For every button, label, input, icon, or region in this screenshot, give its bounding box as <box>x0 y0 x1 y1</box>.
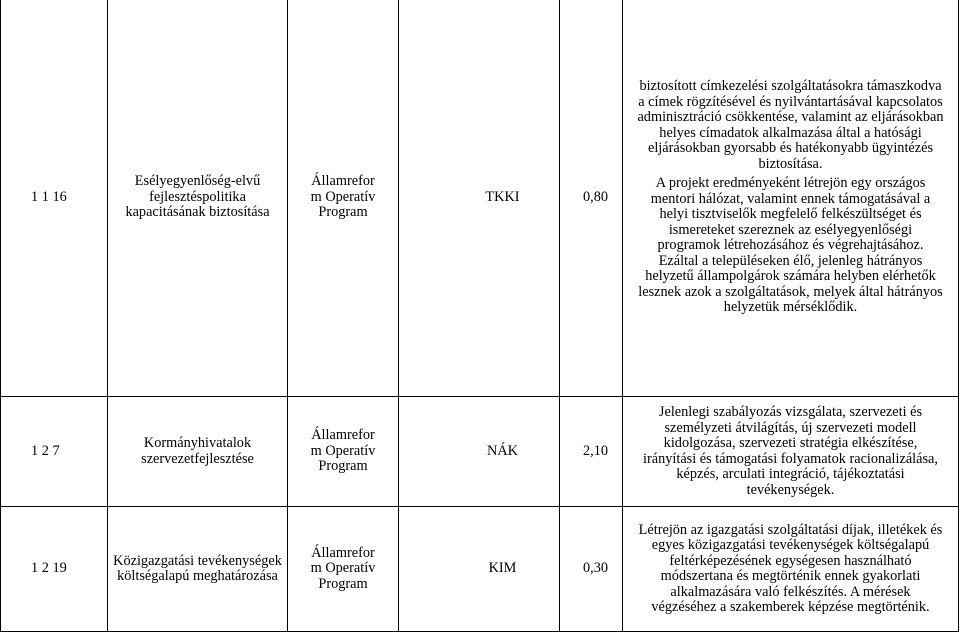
program-line: Államrefor <box>311 427 375 444</box>
description-continued: biztosított címkezelési szolgáltatásokra támaszkodva a címek rögzítésével és nyilvántartásával kapcsolatos adminisztráció csökkentése, valamint az eljárásokban helyes címadatok alkalmazása által a hatósági eljárásokban gyorsabb és hatékonyabb ügyintézés biztosítása. <box>637 78 944 172</box>
project-id: 1 1 16 <box>1 0 108 397</box>
project-id: 1 2 7 <box>1 397 108 507</box>
amount: 0,80 <box>560 0 623 397</box>
description-text: Jelenlegi szabályozás vizsgálata, szervezeti és személyzeti átvilágítás, új szervezeti modell kidolgozása, szervezeti stratégia elkészítése, irányítási és támogatási folyamatok racionalizálása, képzés, arculati integráció, tájékoztatási tevékenységek. <box>643 404 938 498</box>
project-name: Közigazgatási tevékenységek költségalapú meghatározása <box>108 507 288 632</box>
organization: KIM <box>399 507 560 632</box>
amount: 0,30 <box>560 507 623 632</box>
program-line: Program <box>318 458 368 475</box>
description-text: Létrejön az igazgatási szolgáltatási díjak, illetékek és egyes közigazgatási tevékenységek költségalapú feltérképezésének egységesen használható módszertana és megtörténik ennek gyakorlati alkalmazására való felkészítés. A mérések végzéséhez a szakemberek képzése megtörténik. <box>638 521 943 615</box>
project-name: Esélyegyenlőség-elvű fejlesztéspolitika kapacitásának biztosítása <box>108 0 288 397</box>
program-line: m Operatív <box>310 442 376 459</box>
description <box>623 397 959 507</box>
program-name <box>288 397 399 507</box>
amount: 2,10 <box>560 397 623 507</box>
description <box>623 0 959 397</box>
table-row <box>1 397 959 507</box>
program-line: Államrefor <box>311 544 375 561</box>
description <box>623 507 959 632</box>
table-row <box>1 0 959 397</box>
program-name <box>288 0 399 397</box>
project-id: 1 2 19 <box>1 507 108 632</box>
project-name: Kormányhivatalok szervezetfejlesztése <box>108 397 288 507</box>
program-line: m Operatív <box>310 188 376 205</box>
program-line: Program <box>318 204 368 221</box>
program-line: Program <box>318 575 368 592</box>
program-name <box>288 507 399 632</box>
program-line: m Operatív <box>310 560 376 577</box>
table-row <box>1 507 959 632</box>
program-line: Államrefor <box>311 173 375 190</box>
organization: TKKI <box>399 0 560 397</box>
organization: NÁK <box>399 397 560 507</box>
description-text: A projekt eredményeként létrejön egy országos mentori hálózat, valamint ennek támogatásával a helyi tisztviselők megfelelő felkészültséget és ismereteket szereznek az esélyegyenlőségi programok létrehozásához és végrehajtásához. Ezáltal a településeken élő, jelenleg hátrányos helyzetű állampolgárok számára helyben elérhetők lesznek azok a szolgáltatások, melyek által hátrányos helyzetük mérséklődik. <box>638 175 943 316</box>
